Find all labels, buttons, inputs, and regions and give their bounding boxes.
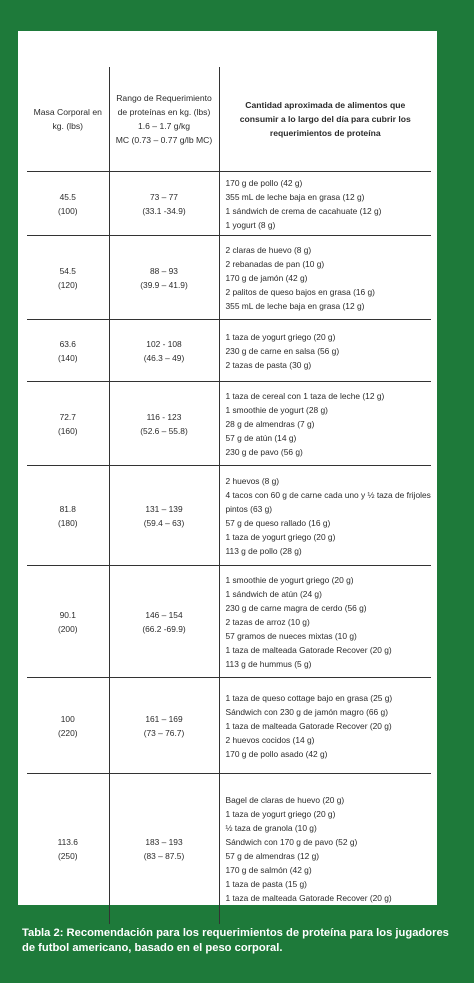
header-foods [219,67,431,172]
header-foods-line: Cantidad aproximada de alimentos que [245,100,406,110]
mass-cell [27,466,109,566]
mass-cell [27,678,109,774]
food-item: 355 mL de leche baja en grasa (12 g) [225,300,365,311]
mass-kg: 100 [60,713,75,724]
mass-kg: 72.7 [59,411,76,422]
table-body [27,172,431,924]
range-kg: 183 – 193 [145,836,183,847]
range-cell [109,774,219,924]
foods-cell [219,774,431,924]
food-item: 2 palitos de queso bajos en grasa (16 g) [225,286,375,297]
mass-lbs: (200) [57,623,78,634]
range-kg: 146 – 154 [145,609,183,620]
range-kg: 131 – 139 [145,503,183,514]
food-item: 2 huevos (8 g) [225,475,280,486]
food-item: 1 taza de malteada Gatorade Recover (20 g) [225,644,392,655]
mass-lbs: (120) [57,279,78,290]
mass-kg: 81.8 [59,503,76,514]
header-range-line: MC (0.73 – 0.77 g/lb MC) [115,135,213,145]
range-lbs: (52.6 – 55.8) [140,425,188,436]
food-item: Sándwich con 170 g de pavo (52 g) [225,836,358,847]
food-item: 2 rebanadas de pan (10 g) [225,258,325,269]
header-foods-line: consumir a lo largo del día para cubrir los [239,114,411,124]
food-item: 1 yogurt (8 g) [225,219,276,230]
food-item: 170 g de pollo asado (42 g) [225,748,328,759]
foods-cell [219,678,431,774]
food-item: 1 smoothie de yogurt griego (20 g) [225,574,354,585]
food-item: 230 g de carne en salsa (56 g) [225,345,340,356]
food-item: Sándwich con 230 g de jamón magro (66 g) [225,706,388,717]
table-row [27,236,431,320]
header-range [109,67,219,172]
mass-kg: 45.5 [59,191,76,202]
mass-lbs: (180) [57,517,78,528]
food-item: 170 g de pollo (42 g) [225,177,303,188]
food-item: 2 huevos cocidos (14 g) [225,734,315,745]
food-item: ½ taza de granola (10 g) [225,822,317,833]
range-kg: 116 - 123 [146,411,182,422]
food-item: 1 taza de queso cottage bajo en grasa (25 g) [225,692,393,703]
mass-cell [27,774,109,924]
range-lbs: (33.1 -34.9) [142,205,186,216]
caption-line: Tabla 2: Recomendación para los requerimientos de proteína para los jugadores [22,927,449,939]
table-row [27,678,431,774]
table-row [27,774,431,924]
header-range-line: Rango de Requerimiento [116,93,212,103]
mass-cell [27,236,109,320]
range-lbs: (39.9 – 41.9) [140,279,188,290]
food-item: 230 g de carne magra de cerdo (56 g) [225,602,367,613]
food-item: 170 g de salmón (42 g) [225,864,312,875]
food-item: 113 g de hummus (5 g) [225,658,312,669]
mass-lbs: (160) [57,425,78,436]
food-item: 1 sándwich de crema de cacahuate (12 g) [225,205,382,216]
food-item: 4 tacos con 60 g de carne cada uno y ½ taza de frijoles [225,489,431,500]
foods-cell [219,172,431,236]
food-item: 1 taza de malteada Gatorade Recover (20 g) [225,720,392,731]
header-row [27,67,431,172]
range-cell [109,236,219,320]
range-lbs: (46.3 – 49) [143,352,185,363]
mass-lbs: (100) [57,205,78,216]
food-item: 355 mL de leche baja en grasa (12 g) [225,191,365,202]
mass-lbs: (220) [57,727,78,738]
foods-cell [219,566,431,678]
range-lbs: (66.2 -69.9) [142,623,186,634]
food-item: 57 g de atún (14 g) [225,432,297,443]
header-foods-line: requerimientos de proteína [269,128,381,138]
food-item: 230 g de pavo (56 g) [225,446,303,457]
header-range-line: 1.6 – 1.7 g/kg [137,121,191,131]
food-item: 1 smoothie de yogurt (28 g) [225,404,328,415]
food-item: 1 taza de yogurt griego (20 g) [225,531,336,542]
food-item: 57 gramos de nueces mixtas (10 g) [225,630,357,641]
food-item: 57 g de almendras (12 g) [225,850,320,861]
range-kg: 88 – 93 [150,265,178,276]
food-item: 28 g de almendras (7 g) [225,418,315,429]
table-panel [18,31,437,905]
food-item: 1 taza de pasta (15 g) [225,878,307,889]
foods-cell [219,236,431,320]
range-cell [109,678,219,774]
table-row [27,566,431,678]
range-cell [109,466,219,566]
food-item: 1 taza de malteada Gatorade Recover (20 g) [225,892,392,903]
mass-kg: 63.6 [59,338,76,349]
food-item: 170 g de jamón (42 g) [225,272,308,283]
range-cell [109,320,219,382]
table-row [27,320,431,382]
range-lbs: (59.4 – 63) [143,517,185,528]
food-item: 113 g de pollo (28 g) [225,545,302,556]
range-cell [109,566,219,678]
header-mass [27,67,109,172]
caption-line: de futbol americano, basado en el peso corporal. [22,942,283,954]
mass-cell [27,566,109,678]
range-cell [109,172,219,236]
range-lbs: (73 – 76.7) [143,727,185,738]
food-item: 1 sándwich de atún (24 g) [225,588,322,599]
foods-cell [219,382,431,466]
header-range-line: de proteínas en kg. (lbs) [117,107,211,117]
food-item: 57 g de queso rallado (16 g) [225,517,331,528]
mass-cell [27,382,109,466]
header-mass-line: Masa Corporal en [33,107,102,117]
food-item: pintos (63 g) [225,503,273,514]
table-row [27,466,431,566]
mass-cell [27,320,109,382]
range-kg: 102 - 108 [146,338,182,349]
mass-kg: 113.6 [57,836,78,847]
foods-cell [219,466,431,566]
food-item: 1 taza de yogurt griego (20 g) [225,808,336,819]
range-kg: 73 – 77 [150,191,178,202]
header-mass-line: kg. (lbs) [52,121,84,131]
foods-cell [219,320,431,382]
food-item: 1 taza de yogurt griego (20 g) [225,331,336,342]
table-caption [22,926,449,956]
food-item: 2 tazas de pasta (30 g) [225,359,312,370]
range-lbs: (83 – 87.5) [143,850,185,861]
mass-lbs: (250) [57,850,78,861]
mass-lbs: (140) [57,352,78,363]
mass-kg: 90.1 [59,609,76,620]
food-item: 1 taza de cereal con 1 taza de leche (12 g) [225,390,385,401]
table-row [27,382,431,466]
range-cell [109,382,219,466]
range-kg: 161 – 169 [145,713,183,724]
food-item: 2 claras de huevo (8 g) [225,244,312,255]
food-item: Bagel de claras de huevo (20 g) [225,794,345,805]
table-row [27,172,431,236]
food-item: 2 tazas de arroz (10 g) [225,616,310,627]
mass-cell [27,172,109,236]
protein-table [27,67,431,924]
mass-kg: 54.5 [59,265,76,276]
